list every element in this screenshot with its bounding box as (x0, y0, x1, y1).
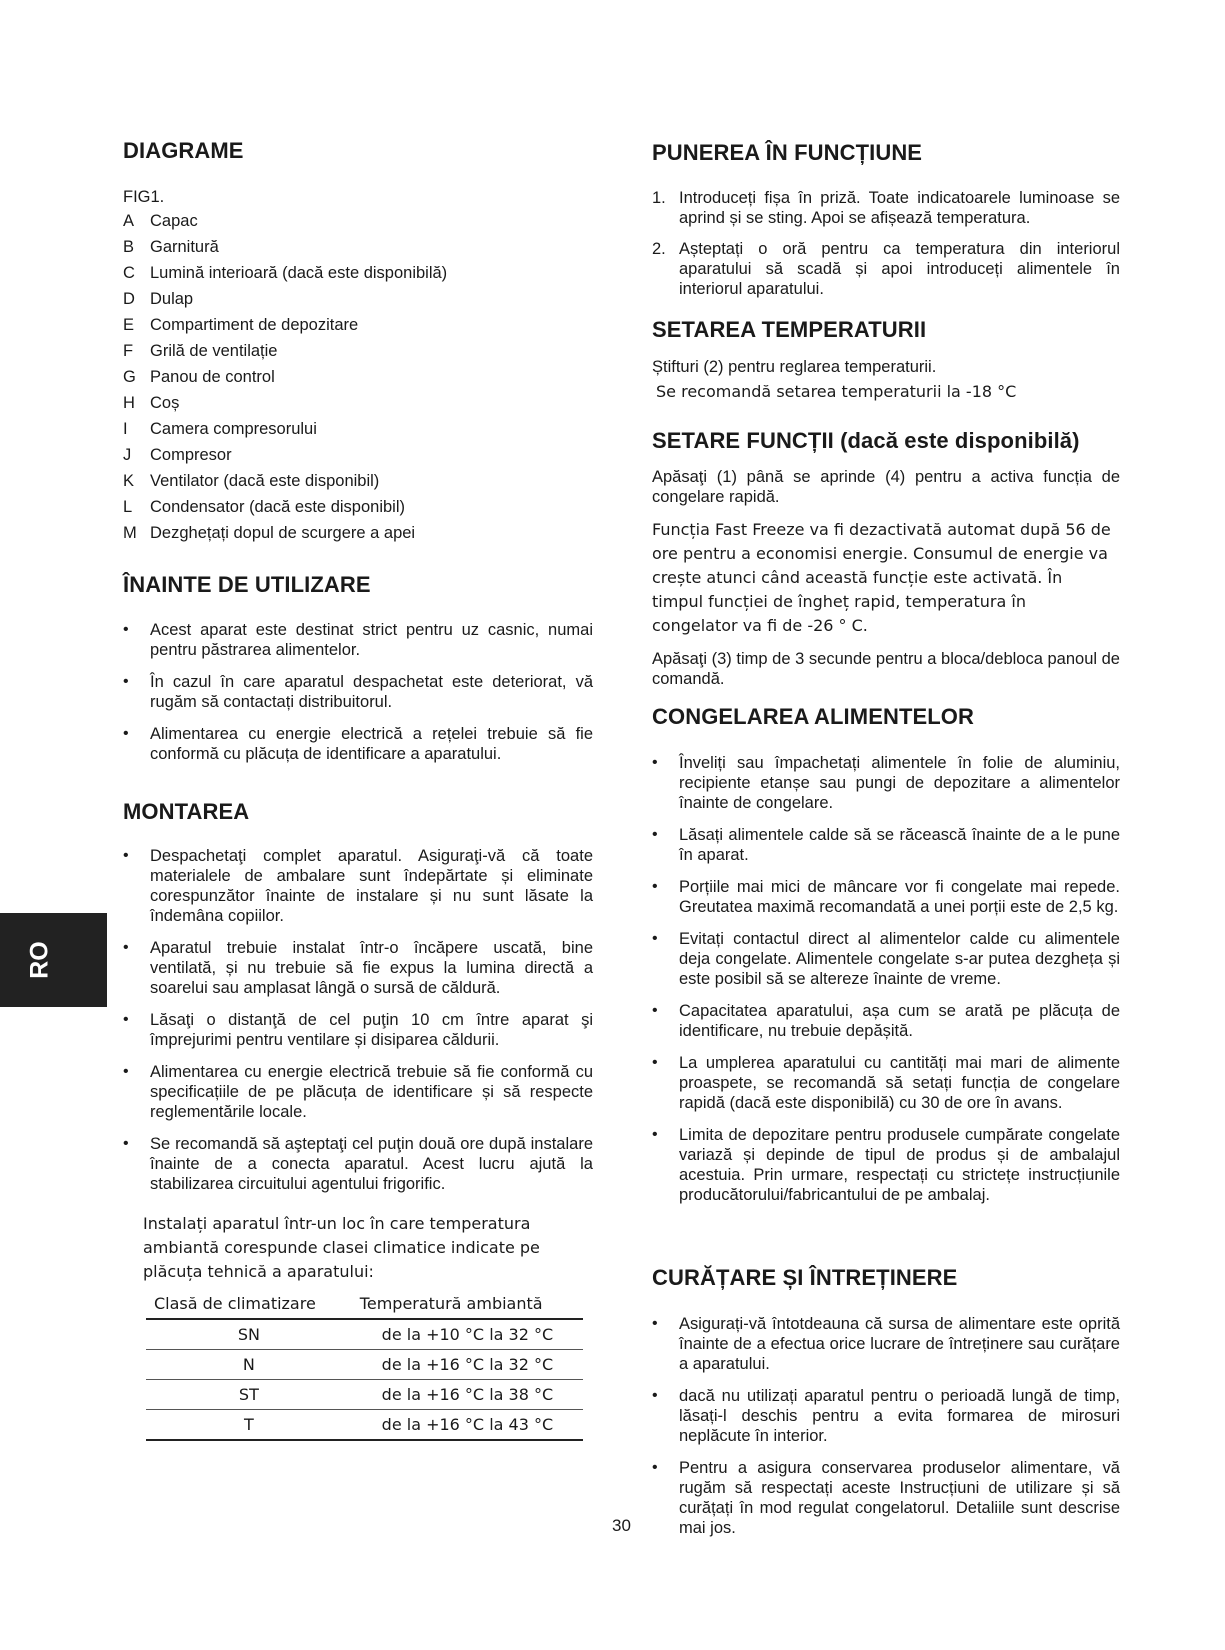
table-row (146, 1350, 583, 1380)
legend-label: Compresor (150, 446, 232, 464)
language-tab-label: RO (25, 941, 54, 979)
list-item: • Alimentarea cu energie electrică a rețelei trebuie să fie conformă cu plăcuța de identificare a aparatului. (123, 724, 593, 764)
legend-key: H (123, 394, 135, 412)
table-cell: de la +16 °C la 38 °C (352, 1380, 583, 1410)
heading-montarea: MONTAREA (123, 799, 250, 824)
inainte-list (123, 620, 593, 776)
montarea-list (123, 846, 593, 1206)
legend-label: Capac (150, 212, 198, 230)
list-item: • Alimentarea cu energie electrică trebuie să fie conformă cu specificațiile de pe plăcuța de identificare și să respecte reglementările locale. (123, 1062, 593, 1122)
legend-item (123, 338, 447, 364)
legend-item (123, 286, 447, 312)
legend-label: Lumină interioară (dacă este disponibilă) (150, 264, 448, 282)
legend-label: Camera compresorului (150, 420, 317, 438)
table-header-class: Clasă de climatizare (146, 1290, 352, 1319)
table-cell: T (146, 1410, 352, 1441)
legend-label: Ventilator (dacă este disponibil) (150, 472, 380, 490)
page-number: 30 (612, 1516, 631, 1535)
table-row (146, 1380, 583, 1410)
list-item: • Lăsați alimentele calde să se răcească înainte de a le pune în aparat. (652, 825, 1120, 865)
legend-key: B (123, 238, 135, 256)
diagram-legend (123, 208, 447, 546)
list-item: • Capacitatea aparatului, așa cum se arată pe plăcuța de identificare, nu trebuie depășită. (652, 1001, 1120, 1041)
item-text: Așteptați o oră pentru ca temperatura din interiorul aparatului să scadă și apoi introduceți alimentele în interiorul aparatului. (679, 240, 1120, 298)
table-cell: N (146, 1350, 352, 1380)
legend-key: C (123, 264, 135, 282)
item-text: Introduceți fișa în priză. Toate indicatoarele luminoase se aprind și se sting. Apoi se afișează temperatura. (679, 189, 1120, 227)
item-number: 1. (652, 189, 666, 207)
legend-item (123, 442, 447, 468)
list-item (652, 188, 1120, 228)
legend-item (123, 364, 447, 390)
list-item: • Evitați contactul direct al alimentelor calde cu alimentele deja congelate. Alimentele congelate s-ar putea dezgheța și este posibil să se altereze înainte de vreme. (652, 929, 1120, 989)
language-tab (0, 913, 107, 1007)
list-item: • Pentru a asigura conservarea produselor alimentare, vă rugăm să respectați aceste Instrucțiuni de utilizare și să curățați în mod regulat congelatorul. Detaliile sunt descrise mai jos. (652, 1458, 1120, 1538)
legend-item (123, 390, 447, 416)
legend-label: Panou de control (150, 368, 275, 386)
table-cell: de la +10 °C la 32 °C (352, 1319, 583, 1350)
list-item: • Porțiile mai mici de mâncare vor fi congelate mai repede. Greutatea maximă recomandată a unei porții este de 2,5 kg. (652, 877, 1120, 917)
table-row (146, 1319, 583, 1350)
legend-key: A (123, 212, 135, 230)
legend-label: Dezghețați dopul de scurgere a apei (150, 524, 416, 542)
legend-label: Dulap (150, 290, 194, 308)
list-item: • Lăsaţi o distanţă de cel puţin 10 cm între aparat şi împrejurimi pentru ventilare și disiparea căldurii. (123, 1010, 593, 1050)
list-item: • Aparatul trebuie instalat într-o încăpere uscată, bine ventilată, și nu trebuie să fie expus la lumina directă a soarelui sau amplasat lângă o sursă de căldură. (123, 938, 593, 998)
heading-curatare: CURĂȚARE ȘI ÎNTREȚINERE (652, 1265, 958, 1290)
temp-line-2: Se recomandă setarea temperaturii la -18 °C (656, 382, 1017, 401)
legend-label: Condensator (dacă este disponibil) (150, 498, 405, 516)
punerea-list (652, 188, 1120, 310)
heading-setarea-temperaturii: SETAREA TEMPERATURII (652, 317, 927, 342)
legend-key: D (123, 290, 135, 308)
congelarea-list (652, 753, 1120, 1217)
table-header-temp: Temperatură ambiantă (352, 1290, 583, 1319)
legend-item (123, 234, 447, 260)
legend-key: J (123, 446, 132, 464)
legend-item (123, 520, 447, 546)
legend-key: E (123, 316, 135, 334)
legend-item (123, 260, 447, 286)
table-cell: SN (146, 1319, 352, 1350)
list-item (652, 239, 1120, 299)
legend-item (123, 416, 447, 442)
item-number: 2. (652, 240, 666, 258)
heading-setare-functii: SETARE FUNCȚII (dacă este disponibilă) (652, 428, 1080, 453)
curatare-list (652, 1314, 1120, 1550)
climate-table (146, 1290, 583, 1441)
legend-key: F (123, 342, 134, 360)
list-item: • Despachetaţi complet aparatul. Asiguraţi-vă că toate materialele de ambalare sunt îndepărtate și eliminate corespunzător înainte de instalare și nu sunt lăsate la îndemâna copiilor. (123, 846, 593, 926)
legend-key: I (123, 420, 128, 438)
list-item: • Limita de depozitare pentru produsele cumpărate congelate variază și depinde de tipul de produs și de ambalajul acestuia. Prin urmare, respectați cu strictețe instrucțiunile producătorului/fabricantului de pe ambalaj. (652, 1125, 1120, 1205)
heading-inainte: ÎNAINTE DE UTILIZARE (123, 572, 371, 597)
legend-key: G (123, 368, 136, 386)
list-item: • În cazul în care aparatul despachetat este deteriorat, vă rugăm să contactați distribuitorul. (123, 672, 593, 712)
fig-label: FIG1. (123, 188, 165, 206)
climate-note: Instalați aparatul într-un loc în care temperatura ambiantă corespunde clasei climatice indicate pe plăcuța tehnică a aparatului: (143, 1214, 540, 1281)
legend-key: L (123, 498, 133, 516)
heading-punerea: PUNEREA ÎN FUNCȚIUNE (652, 140, 923, 165)
legend-key: M (123, 524, 137, 542)
legend-label: Compartiment de depozitare (150, 316, 359, 334)
functii-p2: Funcția Fast Freeze va fi dezactivată automat după 56 de ore pentru a economisi energie. Consumul de energie va crește atunci când această funcție este activată. În timpul funcției de îngheț rapid, temperatura în congelator va fi de -26 ° C. (652, 520, 1111, 635)
table-cell: ST (146, 1380, 352, 1410)
legend-label: Coș (150, 394, 180, 412)
table-row (146, 1410, 583, 1441)
heading-diagrame: DIAGRAME (123, 138, 244, 163)
table-cell: de la +16 °C la 43 °C (352, 1410, 583, 1441)
list-item: • Înveliți sau împachetați alimentele în folie de aluminiu, recipiente etanșe sau pungi de depozitare a alimentelor înainte de congelare. (652, 753, 1120, 813)
heading-congelarea: CONGELAREA ALIMENTELOR (652, 704, 975, 729)
legend-label: Garnitură (150, 238, 219, 256)
legend-key: K (123, 472, 135, 490)
temp-line-1: Știfturi (2) pentru reglarea temperaturii. (652, 358, 937, 376)
legend-item (123, 494, 447, 520)
legend-label: Grilă de ventilație (150, 342, 278, 360)
list-item: • La umplerea aparatului cu cantități mai mari de alimente proaspete, se recomandă să setați funcția de congelare rapidă (dacă este disponibilă) cu 30 de ore în avans. (652, 1053, 1120, 1113)
legend-item (123, 208, 447, 234)
legend-item (123, 312, 447, 338)
list-item: • dacă nu utilizați aparatul pentru o perioadă lungă de timp, lăsați-l deschis pentru a evita formarea de mirosuri neplăcute în interior. (652, 1386, 1120, 1446)
functii-p3: Apăsaţi (3) timp de 3 secunde pentru a bloca/debloca panoul de comandă. (652, 650, 1120, 688)
list-item: • Asigurați-vă întotdeauna că sursa de alimentare este oprită înainte de a efectua orice lucrare de întreținere sau curățare a aparatului. (652, 1314, 1120, 1374)
functii-p1: Apăsaţi (1) până se aprinde (4) pentru a activa funcția de congelare rapidă. (652, 468, 1120, 506)
table-cell: de la +16 °C la 32 °C (352, 1350, 583, 1380)
list-item: • Se recomandă să aşteptaţi cel puţin două ore după instalare înainte de a conecta aparatul. Acest lucru ajută la stabilizarea circuitului agentului frigorific. (123, 1134, 593, 1194)
list-item: • Acest aparat este destinat strict pentru uz casnic, numai pentru păstrarea alimentelor. (123, 620, 593, 660)
legend-item (123, 468, 447, 494)
